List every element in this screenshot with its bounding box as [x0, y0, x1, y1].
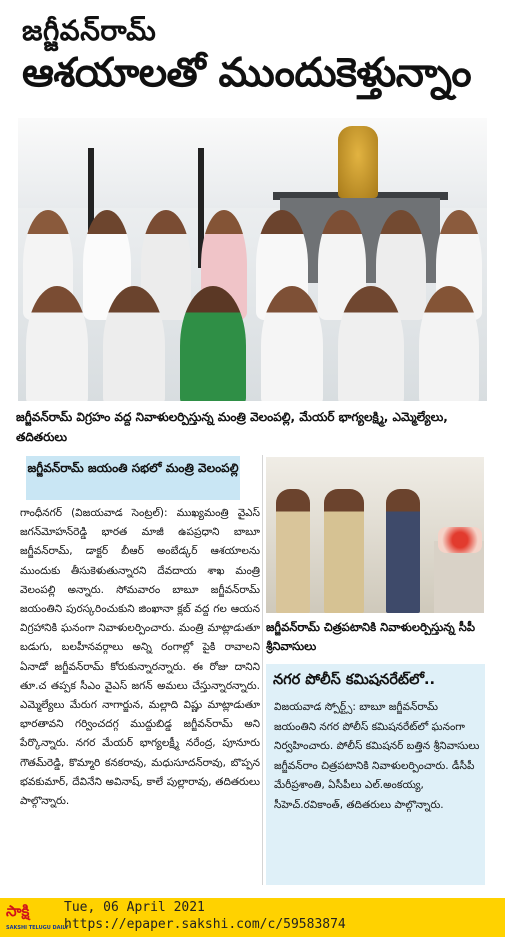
sakshi-logo-subtitle: SAKSHI TELUGU DAILY	[6, 925, 69, 931]
headline: ఆశయాలతో ముందుకెళ్తున్నాం	[22, 50, 472, 96]
police-photo	[266, 457, 484, 613]
sidebar-body: విజయవాడ స్పోర్ట్స్: బాబూ జగ్జీవన్‌రామ్ జయంతిని నగర పోలీస్ కమిషనరేట్‌లో ఘనంగా నిర్వహించారు. పోలీస్ కమిషనర్ బత్తిన శ్రీనివాసులు జగ్జీవన్‌రాం చిత్రపటానికి నివాళులర్పించారు. డీసీపీ మేరీప్రశాంతి, ఏసీపీలు ఎల్.అంకయ్య, సీహెచ్.రవికాంత్, తదితరులు పాల్గొన్నారు.	[274, 701, 480, 811]
headline-kicker: జగ్జీవన్‌రామ్	[22, 14, 157, 47]
police-photo-caption: జగ్జీవన్‌రామ్ చిత్రపటానికి నివాళులర్పిస్తున్న సీపీ శ్రీనివాసులు	[266, 620, 476, 653]
footer-url[interactable]: https://epaper.sakshi.com/c/59583874	[64, 917, 346, 932]
article-body: గాంధీనగర్ (విజయవాడ సెంట్రల్): ముఖ్యమంత్రి వైఎస్ జగన్‌మోహన్‌రెడ్డి భారత మాజీ ఉపప్రధాని బాబూ జగ్జీవన్‌రామ్, డాక్టర్ బీఆర్ అంబేడ్కర్ ఆశయాలను ముందుకు తీసుకెళుతున్నారని దేవదాయ శాఖ మంత్రి వెలంపల్లి అన్నారు. సోమవారం బాబూ జగ్జీవన్‌రామ్ జయంతిని పురస్కరించుకుని జింఖానా క్లబ్ వద్ద గల ఆయన విగ్రహానికి ఘనంగా నివాళులర్పించారు. మంత్రి మాట్లాడుతూ బడుగు, బలహీనవర్గాలు అన్ని రంగాల్లో పైకి రావాలని ఏనాడో జగ్జీవన్‌రామ్ కోరుకున్నారన్నారు. ఈ రోజు దానిని తూ.చ తప్పక సీఎం వైఎస్ జగన్ అమలు చేస్తున్నారన్నారు. ఎమ్మెల్యేలు మేరుగ నాగార్జున, మల్లాది విష్ణు మాట్లాడుతూ భారతావని గర్వించదగ్గ ముద్దుబిడ్డ జగ్జీవన్‌రామ్ అని పేర్కొన్నారు. నగర మేయర్ భాగ్యలక్ష్మీ నరేంద్ర, పూనూరు గౌతమ్‌రెడ్డి, కొమ్మారి కనకరావు, మధుసూదన్‌రావు, బొప్పన భవకుమార్, దేవినేని అవినాష్, కాలే పుల్లారావు, తదితరులు పాల్గొన్నారు.	[20, 507, 260, 808]
article-subhead: జగ్జీవన్‌రామ్ జయంతి సభలో మంత్రి వెలంపల్లి	[26, 456, 240, 500]
sakshi-logo-text: సాక్షి	[6, 902, 30, 920]
sidebar-heading: నగర పోలీస్ కమిషనరేట్‌లో..	[273, 672, 436, 688]
crowd-front-row	[18, 286, 487, 401]
statue-figure	[338, 126, 378, 198]
main-photo-caption: జగ్జీవన్‌రామ్ విగ్రహం వద్ద నివాళులర్పిస్తున్న మంత్రి వెలంపల్లి, మేయర్ భాగ్యలక్ష్మి, ఎమ్మెల్యేలు, తదితరులు	[16, 410, 448, 444]
column-divider	[262, 455, 263, 885]
main-photo	[18, 118, 487, 401]
footer-date: Tue, 06 April 2021	[64, 900, 205, 915]
flower-garland	[438, 527, 482, 553]
